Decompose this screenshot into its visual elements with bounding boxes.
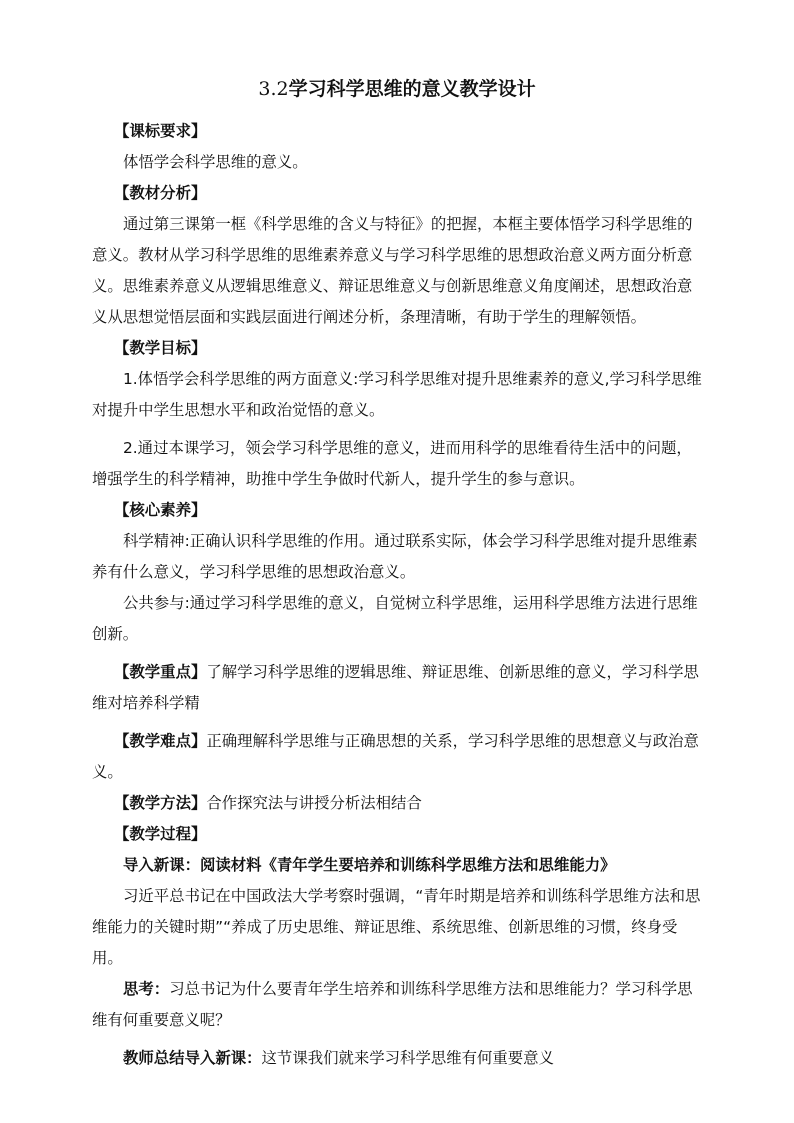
- section-heading-curriculum: 【课标要求】: [114, 122, 207, 140]
- title-number: 3.2: [258, 78, 289, 100]
- difficult-points: [92, 726, 704, 788]
- core-item-1: 科学精神:正确认识科学思维的作用。通过联系实际，体会学习科学思维对提升思维素养有什么意义，学习科学思维的思想政治意义。: [92, 532, 698, 581]
- curriculum-text: 体悟学会科学思维的意义。: [123, 153, 308, 171]
- goal-item-1: 1.体悟学会科学思维的两方面意义:学习科学思维对提升思维素养的意义,学习科学思维对提升中学生思想水平和政治觉悟的意义。: [92, 370, 702, 419]
- difficult-points-label: 【教学难点】: [114, 732, 207, 750]
- teacher-summary: [92, 1043, 704, 1074]
- textbook-analysis-text: 通过第三课第一框《科学思维的含义与特征》的把握，本框主要体悟学习科学思维的意义。教材从学习科学思维的思维素养意义与学习科学思维的思想政治意义两方面分析意义。思维素养意义从逻辑思维意义、辩证思维意义与创新思维意义角度阐述，思想政治意义从思想觉悟层面和实践层面进行阐述分析，条理清晰，有助于学生的理解领悟。: [92, 215, 693, 326]
- key-points: [92, 657, 704, 719]
- section-heading-process: 【教学过程】: [114, 825, 207, 843]
- think-text: 习总书记为什么要青年学生培养和训练科学思维方法和思维能力？学习科学思维有何重要意义呢？: [92, 980, 693, 1029]
- summary-text: 这节课我们就来学习科学思维有何重要意义: [261, 1049, 554, 1067]
- page-title: [0, 76, 794, 102]
- key-points-label: 【教学重点】: [114, 663, 207, 681]
- summary-label: 教师总结导入新课：: [123, 1049, 262, 1067]
- key-points-text: 了解学习科学思维的逻辑思维、辩证思维、创新思维的意义，学习科学思维对培养科学精: [92, 663, 699, 712]
- intro-text: 习近平总书记在中国政法大学考察时强调，“青年时期是培养和训练科学思维方法和思维能力的关键时期”“养成了历史思维、辩证思维、系统思维、创新思维的习惯，终身受用。: [92, 887, 701, 967]
- intro-heading: 导入新课：阅读材料《青年学生要培养和训练科学思维方法和思维能力》: [123, 856, 616, 874]
- section-heading-textbook: 【教材分析】: [114, 184, 207, 202]
- teaching-method: [92, 788, 704, 819]
- title-text: 学习科学思维的意义教学设计: [288, 78, 536, 100]
- section-heading-core: 【核心素养】: [114, 501, 207, 519]
- goal-item-2: 2.通过本课学习，领会学习科学思维的意义，进而用科学的思维看待生活中的问题，增强学生的科学精神，助推中学生争做时代新人，提升学生的参与意识。: [92, 439, 692, 488]
- core-item-2: 公共参与:通过学习科学思维的意义，自觉树立科学思维，运用科学思维方法进行思维创新。: [92, 594, 698, 643]
- think-question: [92, 974, 704, 1036]
- teaching-method-text: 合作探究法与讲授分析法相结合: [206, 794, 422, 812]
- document-body: [92, 116, 704, 1074]
- section-heading-goals: 【教学目标】: [114, 339, 207, 357]
- difficult-points-text: 正确理解科学思维与正确思想的关系，学习科学思维的思想意义与政治意义。: [92, 732, 699, 781]
- think-label: 思考：: [123, 980, 170, 998]
- teaching-method-label: 【教学方法】: [114, 794, 207, 812]
